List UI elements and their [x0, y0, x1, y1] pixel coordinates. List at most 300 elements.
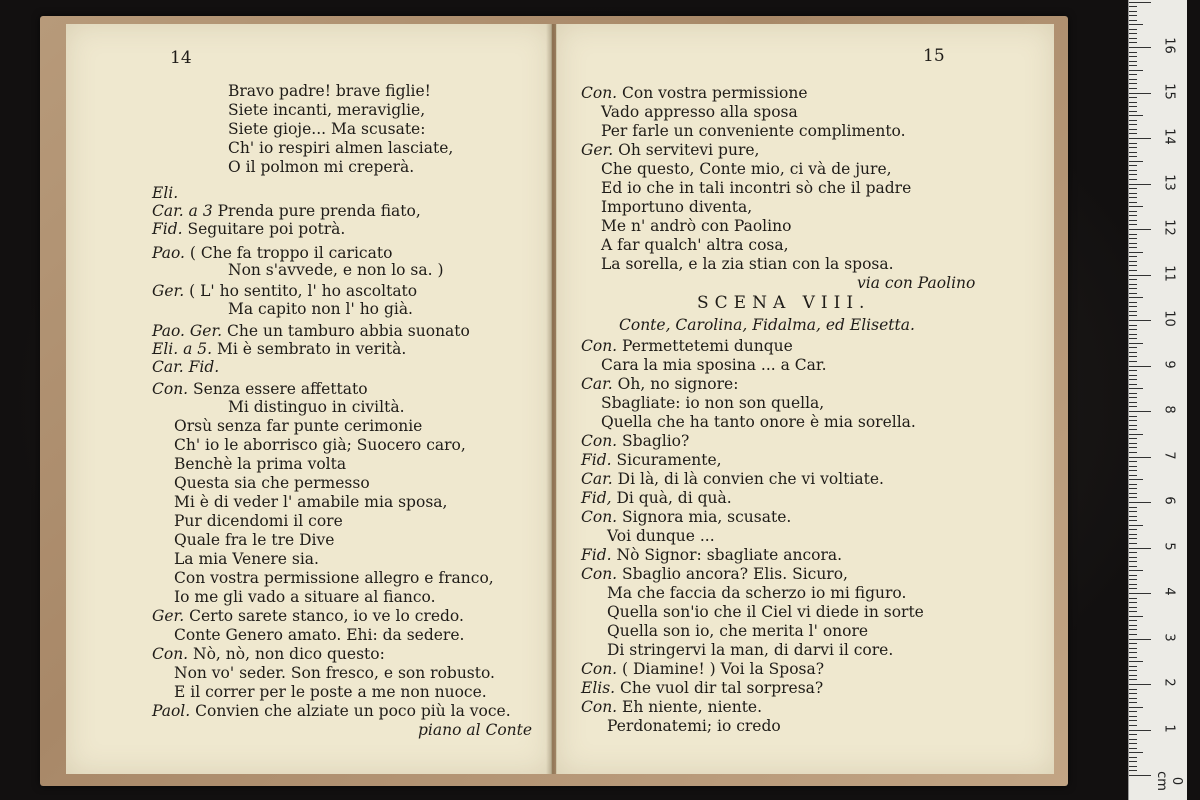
ruler-tick	[1129, 579, 1137, 580]
ruler-tick	[1129, 38, 1137, 39]
speaker-label: Con.	[581, 698, 623, 716]
ruler-tick	[1129, 689, 1137, 690]
ruler-tick	[1129, 429, 1137, 430]
ruler-tick	[1129, 693, 1137, 694]
ruler-label: 0 cm	[1154, 771, 1184, 791]
verse-text: Sbaglio?	[622, 432, 690, 450]
text-line	[228, 139, 453, 157]
page-number: 14	[170, 48, 192, 68]
ruler-tick	[1129, 461, 1137, 462]
ruler-tick	[1129, 611, 1137, 612]
speaker-label: Con.	[152, 645, 194, 663]
ruler-tick	[1129, 447, 1137, 448]
ruler-tick	[1129, 748, 1137, 749]
ruler-label: 1	[1161, 723, 1177, 733]
verse-text: Seguitare poi potrà.	[187, 220, 346, 238]
ruler-tick	[1129, 120, 1137, 121]
ruler-tick	[1129, 97, 1137, 98]
text-line	[857, 274, 975, 292]
text-line	[418, 721, 532, 739]
stage-direction: Conte, Carolina, Fidalma, ed Elisetta.	[619, 316, 915, 334]
ruler-tick	[1129, 161, 1143, 162]
ruler-tick	[1129, 247, 1137, 248]
ruler-tick	[1129, 143, 1137, 144]
text-line	[581, 679, 823, 697]
text-line	[174, 588, 436, 606]
text-line	[174, 455, 346, 473]
verse-text: Orsù senza far punte cerimonie	[174, 417, 423, 435]
ruler-tick	[1129, 707, 1143, 708]
text-line	[581, 698, 762, 716]
ruler-tick	[1129, 452, 1137, 453]
ruler-tick	[1129, 711, 1137, 712]
ruler-tick	[1129, 15, 1137, 16]
speaker-label: Paol.	[152, 702, 196, 720]
verse-text: Signora mia, scusate.	[622, 508, 792, 526]
text-line	[152, 202, 421, 220]
ruler-tick	[1129, 402, 1137, 403]
text-line	[607, 584, 906, 602]
ruler-tick	[1129, 188, 1137, 189]
text-line	[152, 282, 417, 300]
ruler-tick	[1129, 529, 1137, 530]
measuring-ruler	[1128, 0, 1187, 800]
ruler-label: 5	[1161, 541, 1177, 551]
ruler-label: 2	[1161, 678, 1177, 687]
verse-text: Con vostra permissione	[622, 84, 808, 102]
verse-text: Siete gioje... Ma scusate:	[228, 120, 426, 138]
text-line	[174, 550, 319, 568]
ruler-tick	[1129, 42, 1137, 43]
ruler-tick	[1129, 256, 1137, 257]
ruler-tick	[1129, 416, 1137, 417]
ruler-tick	[1129, 329, 1137, 330]
verse-text: Ed io che in tali incontri sò che il padre	[601, 179, 912, 197]
verse-text: Quella che ha tanto onore è mia sorella.	[601, 413, 916, 431]
verse-text: Sicuramente,	[616, 451, 722, 469]
verse-text: Benchè la prima volta	[174, 455, 347, 473]
ruler-tick	[1129, 24, 1143, 25]
verse-text: Per farle un conveniente complimento.	[601, 122, 906, 140]
ruler-tick	[1129, 74, 1137, 75]
page-number: 15	[923, 46, 945, 66]
text-line	[601, 179, 911, 197]
ruler-tick	[1129, 29, 1137, 30]
verse-text: E il correr per le poste a me non nuoce.	[174, 683, 487, 701]
verse-text: Ma che faccia da scherzo io mi figuro.	[607, 584, 907, 602]
ruler-tick	[1129, 338, 1137, 339]
ruler-label: 7	[1161, 450, 1177, 460]
verse-text: Permettetemi dunque	[622, 337, 793, 355]
verse-text: Senza essere affettato	[193, 380, 368, 398]
ruler-tick	[1129, 775, 1151, 776]
ruler-tick	[1129, 206, 1143, 207]
speaker-label: Con.	[581, 337, 623, 355]
ruler-label: 8	[1161, 405, 1177, 414]
ruler-tick	[1129, 534, 1137, 535]
ruler-tick	[1129, 79, 1137, 80]
ruler-tick	[1129, 406, 1137, 407]
ruler-tick	[1129, 766, 1137, 767]
text-line	[697, 294, 870, 312]
ruler-tick	[1129, 761, 1137, 762]
ruler-tick	[1129, 234, 1137, 235]
ruler-tick	[1129, 625, 1137, 626]
ruler-tick	[1129, 352, 1137, 353]
ruler-tick	[1129, 88, 1137, 89]
text-line	[607, 603, 924, 621]
ruler-tick	[1129, 229, 1151, 230]
ruler-tick	[1129, 384, 1137, 385]
ruler-tick	[1129, 543, 1137, 544]
ruler-tick	[1129, 297, 1143, 298]
stage-direction: via con Paolino	[857, 274, 976, 292]
ruler-tick	[1129, 770, 1137, 771]
ruler-tick	[1129, 588, 1137, 589]
ruler-tick	[1129, 616, 1143, 617]
text-line	[228, 82, 431, 100]
ruler-label: 14	[1161, 128, 1177, 145]
ruler-tick	[1129, 716, 1137, 717]
ruler-tick	[1129, 497, 1137, 498]
ruler-tick	[1129, 152, 1137, 153]
ruler-tick	[1129, 438, 1137, 439]
ruler-tick	[1129, 270, 1137, 271]
ruler-tick	[1129, 484, 1137, 485]
speaker-label: Con.	[581, 565, 623, 583]
ruler-tick	[1129, 288, 1137, 289]
ruler-tick	[1129, 648, 1137, 649]
ruler-tick	[1129, 516, 1137, 517]
ruler-tick	[1129, 525, 1143, 526]
ruler-tick	[1129, 666, 1137, 667]
verse-text: ( Che fa troppo il caricato	[189, 244, 393, 262]
verse-text: La mia Venere sia.	[174, 550, 319, 568]
ruler-tick	[1129, 302, 1137, 303]
ruler-tick	[1129, 620, 1137, 621]
speaker-label: Car.	[581, 375, 618, 393]
ruler-tick	[1129, 52, 1137, 53]
text-line	[228, 158, 414, 176]
ruler-tick	[1129, 311, 1137, 312]
ruler-tick	[1129, 502, 1151, 503]
text-line	[152, 702, 511, 720]
text-line	[174, 664, 495, 682]
text-line	[601, 103, 798, 121]
stage-direction: piano al Conte	[418, 721, 533, 739]
ruler-tick	[1129, 238, 1137, 239]
text-line	[619, 316, 915, 334]
speaker-label: Ger.	[152, 607, 190, 625]
ruler-tick	[1129, 643, 1137, 644]
text-line	[581, 489, 732, 507]
ruler-tick	[1129, 629, 1137, 630]
verse-text: Mi è sembrato in verità.	[216, 340, 407, 358]
ruler-tick	[1129, 739, 1137, 740]
ruler-tick	[1129, 593, 1151, 594]
ruler-tick	[1129, 598, 1137, 599]
verse-text: Non vo' seder. Son fresco, e son robusto.	[174, 664, 495, 682]
ruler-tick	[1129, 652, 1137, 653]
speaker-label: Car.	[581, 470, 618, 488]
text-line	[152, 184, 178, 202]
verse-text: Importuno diventa,	[601, 198, 753, 216]
ruler-tick	[1129, 607, 1137, 608]
text-line	[581, 337, 793, 355]
speaker-label: Eli.	[152, 184, 179, 202]
text-line	[601, 217, 791, 235]
ruler-tick	[1129, 20, 1137, 21]
speaker-label: Eli. a 5.	[152, 340, 217, 358]
verse-text: Oh, no signore:	[617, 375, 739, 393]
ruler-tick	[1129, 493, 1137, 494]
speaker-label: Con.	[581, 84, 623, 102]
text-line	[607, 622, 868, 640]
verse-text: Quale fra le tre Dive	[174, 531, 335, 549]
ruler-label: 11	[1161, 264, 1177, 282]
ruler-tick	[1129, 279, 1137, 280]
ruler-tick	[1129, 584, 1137, 585]
ruler-tick	[1129, 202, 1137, 203]
verse-text: Nò, nò, non dico questo:	[193, 645, 385, 663]
ruler-tick	[1129, 657, 1137, 658]
text-line	[601, 122, 906, 140]
verse-text: Mi è di veder l' amabile mia sposa,	[174, 493, 448, 511]
ruler-tick	[1129, 634, 1137, 635]
text-line	[581, 141, 759, 159]
verse-text: Di quà, di quà.	[616, 489, 732, 507]
ruler-tick	[1129, 393, 1137, 394]
ruler-tick	[1129, 661, 1143, 662]
text-line	[607, 641, 893, 659]
speaker-label: Car. a 3	[152, 202, 218, 220]
ruler-tick	[1129, 11, 1137, 12]
verse-text: ( L' ho sentito, l' ho ascoltato	[189, 282, 418, 300]
speaker-label: Con.	[581, 508, 623, 526]
ruler-tick	[1129, 193, 1137, 194]
ruler-tick	[1129, 6, 1137, 7]
ruler-label: 10	[1161, 310, 1177, 327]
ruler-tick	[1129, 174, 1137, 175]
ruler-tick	[1129, 211, 1137, 212]
ruler-tick	[1129, 325, 1137, 326]
verse-text: Non s'avvede, e non lo sa. )	[228, 261, 444, 279]
text-line	[174, 626, 464, 644]
ruler-tick	[1129, 83, 1137, 84]
left-page	[66, 24, 552, 774]
ruler-tick	[1129, 61, 1137, 62]
verse-text: Io me gli vado a situare al fianco.	[174, 588, 436, 606]
ruler-tick	[1129, 575, 1137, 576]
verse-text: Sbaglio ancora? Elis. Sicuro,	[622, 565, 848, 583]
verse-text: Conte Genero amato. Ehi: da sedere.	[174, 626, 465, 644]
text-line	[152, 607, 464, 625]
verse-text: Voi dunque ...	[607, 527, 715, 545]
ruler-tick	[1129, 679, 1137, 680]
ruler-tick	[1129, 252, 1143, 253]
speaker-label: Fid.	[581, 546, 617, 564]
ruler-tick	[1129, 70, 1143, 71]
text-line	[607, 527, 715, 545]
text-line	[174, 493, 447, 511]
ruler-tick	[1129, 602, 1137, 603]
ruler-tick	[1129, 111, 1137, 112]
text-line	[601, 394, 824, 412]
ruler-label: 16	[1161, 37, 1177, 54]
ruler-tick	[1129, 115, 1143, 116]
ruler-tick	[1129, 375, 1137, 376]
ruler-tick	[1129, 670, 1137, 671]
ruler-tick	[1129, 47, 1151, 48]
text-line	[601, 356, 827, 374]
verse-text: Perdonatemi; io credo	[607, 717, 781, 735]
text-line	[174, 569, 494, 587]
text-line	[581, 470, 884, 488]
verse-text: Siete incanti, meraviglie,	[228, 101, 426, 119]
verse-text: Che questo, Conte mio, ci và de jure,	[601, 160, 892, 178]
right-page	[556, 24, 1054, 774]
ruler-tick	[1129, 425, 1137, 426]
verse-text: Prenda pure prenda fiato,	[217, 202, 421, 220]
ruler-tick	[1129, 93, 1151, 94]
ruler-tick	[1129, 179, 1137, 180]
ruler-label: 9	[1161, 359, 1177, 369]
speaker-label: Fid.	[152, 220, 188, 238]
ruler-tick	[1129, 361, 1137, 362]
verse-text: Ch' io respiri almen lasciate,	[228, 139, 454, 157]
ruler-tick	[1129, 675, 1137, 676]
ruler-tick	[1129, 220, 1137, 221]
ruler-tick	[1129, 356, 1137, 357]
ruler-tick	[1129, 538, 1137, 539]
ruler-tick	[1129, 757, 1137, 758]
ruler-label: 4	[1161, 587, 1177, 596]
verse-text: La sorella, e la zia stian con la sposa.	[601, 255, 894, 273]
speaker-label: Con.	[581, 432, 623, 450]
ruler-tick	[1129, 156, 1137, 157]
ruler-tick	[1129, 479, 1143, 480]
text-line	[581, 565, 848, 583]
ruler-label: 12	[1161, 219, 1177, 236]
text-line	[581, 84, 808, 102]
verse-text: Con vostra permissione allegro e franco,	[174, 569, 494, 587]
ruler-tick	[1129, 734, 1137, 735]
ruler-tick	[1129, 488, 1137, 489]
ruler-tick	[1129, 730, 1151, 731]
ruler-tick	[1129, 507, 1137, 508]
ruler-tick	[1129, 698, 1137, 699]
text-line	[228, 261, 444, 279]
ruler-tick	[1129, 106, 1137, 107]
text-line	[601, 236, 789, 254]
ruler-tick	[1129, 388, 1143, 389]
verse-text: Certo sarete stanco, io ve lo credo.	[189, 607, 464, 625]
text-line	[174, 531, 334, 549]
verse-text: Quella son'io che il Ciel vi diede in sorte	[607, 603, 924, 621]
text-line	[228, 101, 425, 119]
text-line	[601, 255, 894, 273]
ruler-tick	[1129, 566, 1137, 567]
ruler-tick	[1129, 520, 1137, 521]
speaker-label: Fid.	[581, 451, 617, 469]
speaker-label: Pao. Ger.	[152, 322, 228, 340]
text-line	[152, 358, 219, 376]
text-line	[152, 340, 406, 358]
text-line	[152, 244, 392, 262]
ruler-tick	[1129, 56, 1137, 57]
ruler-tick	[1129, 639, 1151, 640]
ruler-tick	[1129, 33, 1137, 34]
ruler-tick	[1129, 243, 1137, 244]
text-line	[581, 508, 791, 526]
ruler-tick	[1129, 2, 1151, 3]
verse-text: Che un tamburo abbia suonato	[227, 322, 470, 340]
ruler-tick	[1129, 124, 1137, 125]
text-line	[601, 160, 892, 178]
ruler-tick	[1129, 184, 1151, 185]
text-line	[174, 683, 487, 701]
speaker-label: Elis.	[581, 679, 621, 697]
ruler-tick	[1129, 275, 1151, 276]
ruler-tick	[1129, 684, 1151, 685]
ruler-tick	[1129, 379, 1137, 380]
ruler-tick	[1129, 475, 1137, 476]
text-line	[601, 198, 752, 216]
ruler-tick	[1129, 170, 1137, 171]
verse-text: O il polmon mi creperà.	[228, 158, 415, 176]
speaker-label: Ger.	[152, 282, 190, 300]
verse-text: Nò Signor: sbagliate ancora.	[616, 546, 843, 564]
ruler-tick	[1129, 147, 1137, 148]
verse-text: Che vuol dir tal sorpresa?	[620, 679, 824, 697]
ruler-tick	[1129, 197, 1137, 198]
verse-text: Questa sia che permesso	[174, 474, 370, 492]
ruler-tick	[1129, 702, 1137, 703]
ruler-tick	[1129, 434, 1143, 435]
text-line	[581, 660, 824, 678]
ruler-tick	[1129, 347, 1137, 348]
ruler-label: 15	[1161, 82, 1177, 100]
ruler-tick	[1129, 561, 1137, 562]
ruler-tick	[1129, 102, 1137, 103]
speaker-label: Fid,	[581, 489, 617, 507]
text-line	[152, 322, 470, 340]
verse-text: Di stringervi la man, di darvi il core.	[607, 641, 894, 659]
ruler-label: 3	[1161, 632, 1177, 642]
verse-text: Di là, di là convien che vi voltiate.	[617, 470, 884, 488]
verse-text: Oh servitevi pure,	[618, 141, 760, 159]
verse-text: ( Diamine! ) Voi la Sposa?	[622, 660, 825, 678]
text-line	[581, 546, 842, 564]
scene-heading: SCENA VIII.	[697, 293, 871, 313]
text-line	[152, 220, 345, 238]
text-line	[581, 432, 689, 450]
verse-text: Vado appresso alla sposa	[601, 103, 798, 121]
ruler-tick	[1129, 129, 1137, 130]
text-line	[581, 451, 722, 469]
ruler-tick	[1129, 397, 1137, 398]
text-line	[228, 398, 405, 416]
ruler-label: 6	[1161, 496, 1177, 505]
ruler-tick	[1129, 315, 1137, 316]
speaker-label: Con.	[581, 660, 623, 678]
verse-text: Mi distinguo in civiltà.	[228, 398, 405, 416]
ruler-tick	[1129, 320, 1151, 321]
ruler-tick	[1129, 470, 1137, 471]
verse-text: Convien che alziate un poco più la voce.	[195, 702, 511, 720]
speaker-label: Ger.	[581, 141, 619, 159]
ruler-tick	[1129, 457, 1151, 458]
